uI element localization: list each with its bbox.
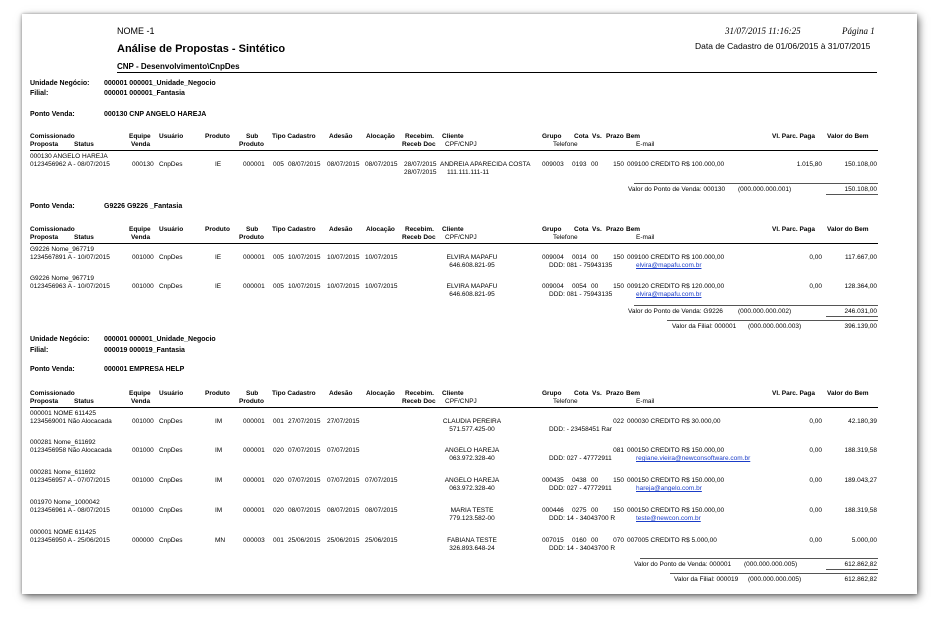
row-equipe: 001000 [132,477,154,484]
col-prazo: Prazo [606,390,624,397]
row-adesao: 10/07/2015 [327,254,360,261]
filial-divider [670,573,878,574]
row-grupo: 000435 [542,477,564,484]
row-vs: 00 [591,537,599,544]
row-proposta: 0123456961 A - 08/07/2015 [30,507,110,514]
row-valor-bem: 150.108,00 [844,161,877,168]
row-sub-produto: 000001 [243,447,265,454]
total-value: 246.031,00 [844,308,877,315]
col-bem: Bem [626,390,641,397]
col-comissionado: Comissionado [30,133,75,140]
col-cpf: CPF/CNPJ [445,398,477,405]
report-title: Análise de Propostas - Sintético [117,43,286,55]
row-prazo: 022 [613,418,624,425]
row-data-cadastro: 07/07/2015 [288,477,321,484]
row-cliente: FABIANA TESTE [447,537,497,544]
report-subtitle: CNP - Desenvolvimento\CnpDes [117,62,240,71]
row-comissionado: 000001 NOME 611425 [30,410,97,417]
col-email: E-mail [636,234,655,241]
col-produto: Produto [205,226,230,233]
total-underline [826,194,878,195]
total-underline [826,316,878,317]
col-email: E-mail [636,398,655,405]
col-cota: Cota [574,133,589,140]
col-status: Status [74,234,94,241]
col-recebim: Recebim. [405,133,434,140]
row-sub-produto: 000001 [243,507,265,514]
row-produto: IM [215,447,223,454]
row-produto: IM [215,418,223,425]
row-vs: 00 [591,254,599,261]
col-prazo: Prazo [606,133,624,140]
col-adesao: Adesão [329,133,353,140]
row-equipe: 000000 [132,537,154,544]
row-comissionado: 000281 Nome_611692 [30,469,96,476]
column-header-divider [30,243,878,244]
col-venda: Venda [131,141,151,148]
filial-label: Filial: [30,90,49,97]
filial-total-value: 612.862,82 [844,576,877,583]
total-label: Valor do Ponto de Venda: 000130 [628,186,726,193]
row-telefone: DDD: 027 - 47772911 [549,485,612,492]
col-usuario: Usuário [159,390,184,397]
row-tipo: 020 [273,447,284,454]
filial-total-label: Valor da Filial: 000001 [672,323,737,330]
row-email-link[interactable]: elvira@mapafu.com.br [636,291,702,298]
row-cpf: 646.608.821-95 [449,262,495,269]
row-grupo: 009003 [542,161,564,168]
row-cpf: 646.608.821-95 [449,291,495,298]
row-telefone: DDD: 14 - 34043700 R [549,545,616,552]
col-cliente: Cliente [442,226,464,233]
filial-label: Filial: [30,347,49,354]
row-vs: 00 [591,507,599,514]
row-equipe: 001000 [132,507,154,514]
row-vs: 00 [591,283,599,290]
col-prazo: Prazo [606,226,624,233]
row-grupo: 009004 [542,283,564,290]
col-sub: Sub [246,133,259,140]
col-vl-parc: Vl. Parc. Paga [772,133,815,140]
col-valor-bem: Valor do Bem [827,226,869,233]
row-vs: 00 [591,477,599,484]
col-vs: Vs. [592,390,602,397]
row-cliente: ANDREIA APARECIDA COSTA [440,161,531,168]
row-comissionado: 000130 ANGELO HAREJA [30,153,108,160]
row-produto: IM [215,507,223,514]
row-data-cadastro: 10/07/2015 [288,254,321,261]
total-label: Valor do Ponto de Venda: G9226 [628,308,723,315]
row-vs: 00 [591,161,599,168]
row-cota: 0193 [572,161,587,168]
total-value: 612.862,82 [844,561,877,568]
row-equipe: 001000 [132,447,154,454]
row-usuario: CnpDes [159,161,183,168]
row-cpf: 063.972.328-40 [449,485,495,492]
row-prazo: 070 [613,537,624,544]
col-cota: Cota [574,390,589,397]
row-cliente: CLAUDIA PEREIRA [442,418,502,425]
filial-divider [667,320,878,321]
row-usuario: CnpDes [159,477,183,484]
row-usuario: CnpDes [159,254,183,261]
total-value: 150.108,00 [844,186,877,193]
row-proposta: 1234569001 Não Alocacada [30,418,112,425]
col-email: E-mail [636,141,655,148]
col-tipo-cadastro: Tipo Cadastro [272,226,316,233]
row-tipo: 005 [273,283,284,290]
col-venda: Venda [131,234,151,241]
row-email-link[interactable]: hareja@angelo.com.br [636,485,702,492]
col-receb-doc: Receb Doc [402,141,436,148]
filial-total-code: (000.000.000.003) [748,323,802,330]
row-proposta: 0123456950 A - 25/06/2015 [30,537,110,544]
col-adesao: Adesão [329,226,353,233]
row-vl-parc: 1.015,80 [796,161,822,168]
col-usuario: Usuário [159,133,184,140]
unidade-value: 000001 000001_Unidade_Negocio [104,336,216,343]
col-status: Status [74,398,94,405]
row-tipo: 020 [273,507,284,514]
row-bem: 009120 CREDITO R$ 120.000,00 [627,283,725,290]
col-grupo: Grupo [542,390,562,397]
row-cliente: ELVIRA MAPAFU [446,283,498,290]
row-vl-parc: 0,00 [809,537,822,544]
ponto-venda-label: Ponto Venda: [30,203,75,210]
row-alocacao: 08/07/2015 [365,161,398,168]
col-adesao: Adesão [329,390,353,397]
col-cliente: Cliente [442,133,464,140]
row-valor-bem: 128.364,00 [844,283,877,290]
col-cpf: CPF/CNPJ [445,234,477,241]
row-prazo: 150 [613,161,624,168]
row-data-cadastro: 08/07/2015 [288,507,321,514]
row-bem: 009100 CREDITO R$ 100.000,00 [627,254,725,261]
unidade-label: Unidade Negócio: [30,336,90,343]
col-proposta: Proposta [30,234,59,241]
report-datetime: 31/07/2015 11:16:25 [725,26,801,36]
row-equipe: 001000 [132,254,154,261]
total-divider [634,305,878,306]
report-page [22,14,917,594]
col-vs: Vs. [592,133,602,140]
row-telefone: DDD: 027 - 47772911 [549,455,612,462]
col-tipo-cadastro: Tipo Cadastro [272,390,316,397]
row-tipo: 005 [273,161,284,168]
col-telefone: Telefone [553,141,578,148]
row-valor-bem: 189.043,27 [844,477,877,484]
col-receb-doc: Receb Doc [402,234,436,241]
row-tipo: 001 [273,418,284,425]
row-bem: 000150 CREDITO R$ 150.000,00 [627,477,725,484]
row-data-cadastro: 25/06/2015 [288,537,321,544]
row-comissionado: 000281 Nome_611692 [30,439,96,446]
row-cota: 0438 [572,477,587,484]
row-cpf: 571.577.425-00 [449,426,495,433]
col-comissionado: Comissionado [30,226,75,233]
row-telefone: DDD: 081 - 75943135 [549,262,613,269]
row-cota: 0014 [572,254,587,261]
col-tipo-cadastro: Tipo Cadastro [272,133,316,140]
column-header-divider [30,150,878,151]
col-alocacao: Alocação [366,133,395,140]
col-proposta: Proposta [30,141,59,148]
col-sub-produto: Produto [239,234,264,241]
row-sub-produto: 000001 [243,418,265,425]
row-produto: IE [215,254,222,261]
row-valor-bem: 117.667,00 [844,254,877,261]
col-status: Status [74,141,94,148]
row-vl-parc: 0,00 [809,418,822,425]
col-valor-bem: Valor do Bem [827,133,869,140]
page-number: Página 1 [842,26,875,36]
row-produto: MN [215,537,226,544]
row-sub-produto: 000003 [243,537,265,544]
row-alocacao: 10/07/2015 [365,283,398,290]
row-alocacao: 08/07/2015 [365,507,398,514]
col-sub: Sub [246,226,259,233]
row-proposta: 0123456958 Não Alocacada [30,447,112,454]
row-cota: 0054 [572,283,587,290]
row-prazo: 150 [613,477,624,484]
total-divider [640,558,878,559]
row-prazo: 150 [613,254,624,261]
row-recebim: 28/07/2015 [404,161,437,168]
row-usuario: CnpDes [159,447,183,454]
total-code: (000.000.000.005) [744,561,798,568]
col-alocacao: Alocação [366,226,395,233]
row-produto: IM [215,477,223,484]
row-data-cadastro: 10/07/2015 [288,283,321,290]
col-vs: Vs. [592,226,602,233]
filial-value: 000019 000019_Fantasia [104,347,185,354]
row-data-cadastro: 07/07/2015 [288,447,321,454]
row-tipo: 020 [273,477,284,484]
report-name: NOME -1 [117,26,155,36]
col-equipe: Equipe [129,226,151,233]
row-equipe: 001000 [132,418,154,425]
row-data-cadastro: 08/07/2015 [288,161,321,168]
row-equipe: 001000 [132,283,154,290]
col-recebim: Recebim. [405,390,434,397]
row-adesao: 27/07/2015 [327,418,360,425]
row-cliente: MARIA TESTE [450,507,494,514]
row-proposta: 0123456962 A - 08/07/2015 [30,161,110,168]
row-usuario: CnpDes [159,418,183,425]
row-bem: 000030 CREDITO R$ 30.000,00 [627,418,721,425]
total-divider [634,183,878,184]
row-produto: IE [215,161,222,168]
row-tipo: 005 [273,254,284,261]
row-bem: 000150 CREDITO R$ 150.000,00 [627,447,725,454]
row-prazo: 150 [613,507,624,514]
col-comissionado: Comissionado [30,390,75,397]
row-vl-parc: 0,00 [809,283,822,290]
ponto-venda-label: Ponto Venda: [30,111,75,118]
col-telefone: Telefone [553,398,578,405]
row-sub-produto: 000001 [243,161,265,168]
col-grupo: Grupo [542,133,562,140]
col-receb-doc: Receb Doc [402,398,436,405]
unidade-label: Unidade Negócio: [30,80,90,87]
row-sub-produto: 000001 [243,254,265,261]
total-label: Valor do Ponto de Venda: 000001 [634,561,732,568]
row-adesao: 25/06/2015 [327,537,360,544]
ponto-venda-value: 000130 CNP ANGELO HAREJA [104,111,207,118]
col-vl-parc: Vl. Parc. Paga [772,390,815,397]
row-prazo: 081 [613,447,624,454]
row-telefone: DDD: - 23458451 Rar [549,426,612,433]
row-cliente: ELVIRA MAPAFU [446,254,498,261]
row-bem: 000150 CREDITO R$ 150.000,00 [627,507,725,514]
col-sub-produto: Produto [239,398,264,405]
row-email-link[interactable]: regiane.vieira@newconsoftware.com.br [636,455,751,462]
row-adesao: 08/07/2015 [327,161,360,168]
row-cota: 0275 [572,507,587,514]
row-grupo: 007015 [542,537,564,544]
col-alocacao: Alocação [366,390,395,397]
col-valor-bem: Valor do Bem [827,390,869,397]
row-cliente: ANGELO HAREJA [444,477,500,484]
row-grupo: 000446 [542,507,564,514]
total-underline [826,569,878,570]
row-adesao: 10/07/2015 [327,283,360,290]
row-comissionado: 000001 NOME 611425 [30,529,97,536]
row-alocacao: 10/07/2015 [365,254,398,261]
row-cpf: 326.893.648-24 [449,545,495,552]
ponto-venda-label: Ponto Venda: [30,366,75,373]
row-proposta: 1234567891 A - 10/07/2015 [30,254,110,261]
row-telefone: DDD: 081 - 75943135 [549,291,613,298]
total-code: (000.000.000.001) [738,186,792,193]
row-vl-parc: 0,00 [809,447,822,454]
header-divider [117,72,877,73]
filial-total-code: (000.000.000.005) [748,576,802,583]
row-bem: 007005 CREDITO R$ 5.000,00 [627,537,717,544]
row-tipo: 001 [273,537,284,544]
row-adesao: 07/07/2015 [327,477,360,484]
row-grupo: 009004 [542,254,564,261]
col-sub-produto: Produto [239,141,264,148]
row-produto: IE [215,283,222,290]
row-data-cadastro: 27/07/2015 [288,418,321,425]
row-vl-parc: 0,00 [809,254,822,261]
row-cpf: 111.111.111-11 [447,169,490,176]
row-usuario: CnpDes [159,283,183,290]
col-equipe: Equipe [129,390,151,397]
row-comissionado: G9226 Nome_967719 [30,246,94,253]
row-proposta: 0123456957 A - 07/07/2015 [30,477,110,484]
ponto-venda-value: G9226 G9226 _Fantasia [104,203,183,210]
col-bem: Bem [626,226,641,233]
col-bem: Bem [626,133,641,140]
col-usuario: Usuário [159,226,184,233]
col-vl-parc: Vl. Parc. Paga [772,226,815,233]
row-cota: 0160 [572,537,587,544]
col-venda: Venda [131,398,151,405]
col-produto: Produto [205,133,230,140]
row-cpf: 063.972.328-40 [449,455,495,462]
col-cliente: Cliente [442,390,464,397]
row-valor-bem: 5.000,00 [851,537,877,544]
col-equipe: Equipe [129,133,151,140]
total-code: (000.000.000.002) [738,308,792,315]
row-sub-produto: 000001 [243,477,265,484]
col-cota: Cota [574,226,589,233]
row-cpf: 779.123.582-00 [449,515,495,522]
row-sub-produto: 000001 [243,283,265,290]
unidade-value: 000001 000001_Unidade_Negocio [104,80,216,87]
row-prazo: 150 [613,283,624,290]
ponto-venda-value: 000001 EMPRESA HELP [104,366,185,373]
col-recebim: Recebim. [405,226,434,233]
row-adesao: 07/07/2015 [327,447,360,454]
row-usuario: CnpDes [159,537,183,544]
row-valor-bem: 42.180,39 [848,418,877,425]
row-usuario: CnpDes [159,507,183,514]
row-proposta: 0123456963 A - 10/07/2015 [30,283,110,290]
row-cliente: ANGELO HAREJA [444,447,500,454]
row-vl-parc: 0,00 [809,507,822,514]
col-sub: Sub [246,390,259,397]
col-produto: Produto [205,390,230,397]
row-alocacao: 25/06/2015 [365,537,398,544]
column-header-divider [30,407,878,408]
row-email-link[interactable]: teste@newcon.com.br [636,515,701,522]
row-alocacao: 07/07/2015 [365,477,398,484]
row-comissionado: 001970 Nome_1000042 [30,499,100,506]
filial-total-label: Valor da Filial: 000019 [674,576,739,583]
col-grupo: Grupo [542,226,562,233]
row-telefone: DDD: 14 - 34043700 R [549,515,616,522]
row-valor-bem: 188.319,58 [844,507,877,514]
row-comissionado: G9226 Nome_967719 [30,275,94,282]
filial-total-value: 396.139,00 [844,323,877,330]
row-vl-parc: 0,00 [809,477,822,484]
row-equipe: 000130 [132,161,154,168]
col-cpf: CPF/CNPJ [445,141,477,148]
row-adesao: 08/07/2015 [327,507,360,514]
col-proposta: Proposta [30,398,59,405]
report-period: Data de Cadastro de 01/06/2015 à 31/07/2015 [695,41,871,51]
filial-value: 000001 000001_Fantasia [104,90,185,97]
row-email-link[interactable]: elvira@mapafu.com.br [636,262,702,269]
row-receb-doc: 28/07/2015 [404,169,437,176]
row-bem: 009100 CREDITO R$ 100.000,00 [627,161,725,168]
col-telefone: Telefone [553,234,578,241]
row-valor-bem: 188.319,58 [844,447,877,454]
